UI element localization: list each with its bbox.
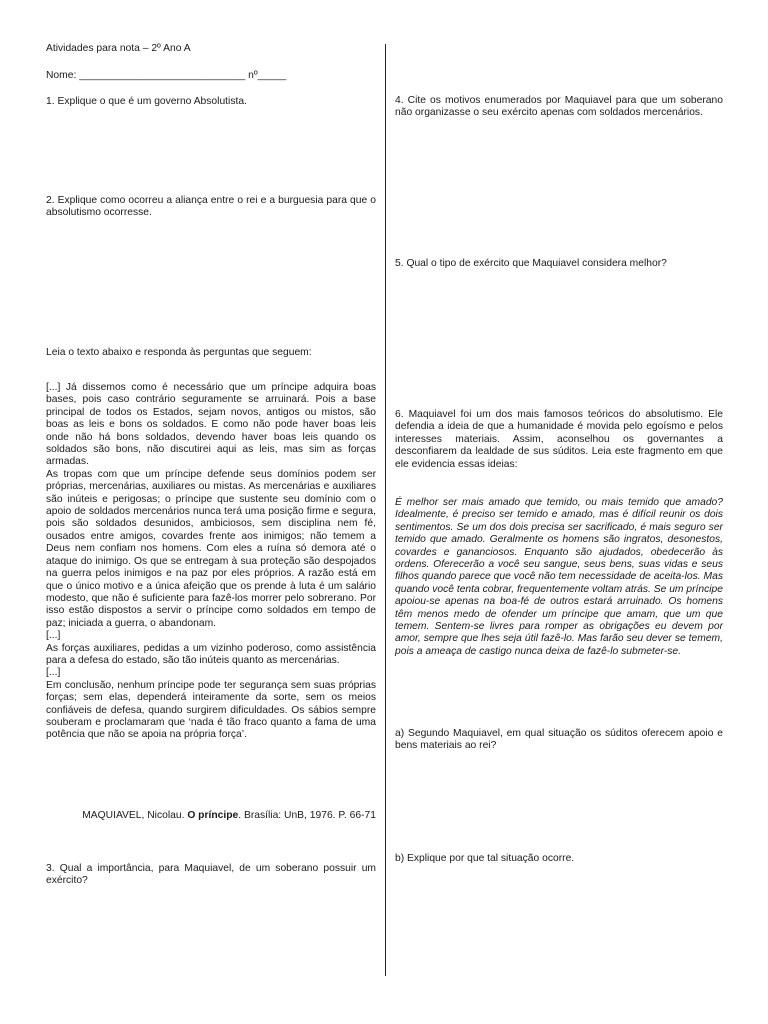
excerpt-ellipsis-1: [...] (46, 630, 61, 642)
question-1: 1. Explique o que é um governo Absolutista. (46, 96, 247, 107)
question-4: 4. Cite os motivos enumerados por Maquiavel para que um soberano não organizasse o seu exército apenas com soldados mercenários. (395, 95, 723, 119)
excerpt-paragraph-2: As tropas com que um príncipe defende seus domínios podem ser próprias, mercenárias, auxiliares ou mistas. As mercenárias e auxiliares são inúteis e perigosas; o príncipe que sustente seu domínio com o apoio de soldados mercenários nunca terá uma posição firme e segura, pois são soldados desunidos, ambiciosos, sem disciplina nem fé, ousados entre amigos, covardes frente aos inimigos; não temem a Deus nem confiam nos homens. Com eles a ruína só demora até o ataque do inimigo. Os que se entregam à sua proteção são despojados na guerra pelos inimigos e na paz por eles próprios. A razão está em que o único motivo e a única afeição que os prende à luta é um salário modesto, que não é suficiente para fazê-los morrer pelo sobrerano. Por isso estão dispostos a servir o príncipe como soldados em tempo de paz; iniciada a guerra, o abandonam. (46, 468, 376, 629)
excerpt-paragraph-1: [...] Já dissemos como é necessário que um príncipe adquira boas bases, pois caso contrário seguramente se arruinará. Pois a base principal de todos os Estados, sejam novos, antigos ou mistos, são boas as leis e bons os soldados. E como não pode haver boas leis onde não há bons soldados, devendo haver boas leis quando os soldados são bons, não discutirei aqui as leis, mas sim as forças armadas. (46, 382, 376, 468)
question-2: 2. Explique como ocorreu a aliança entre o rei e a burguesia para que o absolutismo ocorresse. (46, 195, 376, 219)
excerpt-paragraph-3: As forças auxiliares, pedidas a um vizinho poderoso, como assistência para a defesa do estado, são tão inúteis quanto as mercenárias. (46, 642, 376, 666)
question-6a: a) Segundo Maquiavel, em qual situação os súditos oferecem apoio e bens materiais ao rei? (395, 728, 723, 752)
excerpt-ellipsis-2: [...] (46, 667, 61, 679)
source-title: O príncipe (187, 810, 239, 821)
excerpt-paragraph-4: Em conclusão, nenhum príncipe pode ter segurança sem suas próprias forças; sem elas, dependerá inteiramente da sorte, sem os meios confiáveis de defesa, quando surgirem dificuldades. Os sábios sempre souberam e proclamaram que ‘nada é tão fraco quanto a fama de uma potência que não se apoia na própria força’. (46, 679, 376, 741)
question-5: 5. Qual o tipo de exército que Maquiavel considera melhor? (395, 258, 667, 269)
column-divider (385, 44, 386, 976)
excerpt-text (46, 382, 376, 742)
name-line: Nome: _____________________________ nº_____ (46, 70, 287, 81)
source-rest: . Brasília: UnB, 1976. P. 66-71 (238, 810, 376, 821)
question-6: 6. Maquiavel foi um dos mais famosos teóricos do absolutismo. Ele defendia a ideia de que a humanidade é movida pelo egoísmo e pelos interesses materiais. Assim, aconselhou os governantes a desconfiarem da lealdade de sus súditos. Leia este fragmento em que ele evidencia essas ideias: (395, 409, 723, 470)
reading-intro: Leia o texto abaixo e responda às perguntas que seguem: (46, 347, 312, 358)
question-3: 3. Qual a importância, para Maquiavel, de um soberano possuir um exército? (46, 863, 376, 887)
machiavelli-quote: É melhor ser mais amado que temido, ou mais temido que amado? Idealmente, é preciso ser temido e amado, mas é difícil reunir os dois sentimentos. Se um dos dois precisa ser sacrificado, é mais seguro ser temido que amado. Geralmente os homens são ingratos, desonestos, covardes e gananciosos. Enquanto são ajudados, obedecerão às ordens. Oferecerão a você seu sangue, seus bens, suas vidas e seus filhos quando parece que você não tem necessidade de aceita-los. Mas quando você tenta cobrar, frequentemente voltam atrás. Se um príncipe apoiou-se apenas na boa-fé de outros estará arruinado. Os homens têm menos medo de ofender um príncipe que amam, que um que temem. Sentem-se livres para romper as obrigações eu devem por amor, sempre que lhes seja útil fazê-lo. Mas farão seu dever se temem, pois a ameaça de castigo nunca deixa de fazê-lo submeter-se. (395, 497, 723, 657)
question-6b: b) Explique por que tal situação ocorre. (395, 853, 575, 864)
header-title: Atividades para nota – 2º Ano A (46, 43, 191, 54)
source-author: MAQUIAVEL, Nicolau. (82, 810, 188, 821)
source-citation (46, 810, 376, 822)
